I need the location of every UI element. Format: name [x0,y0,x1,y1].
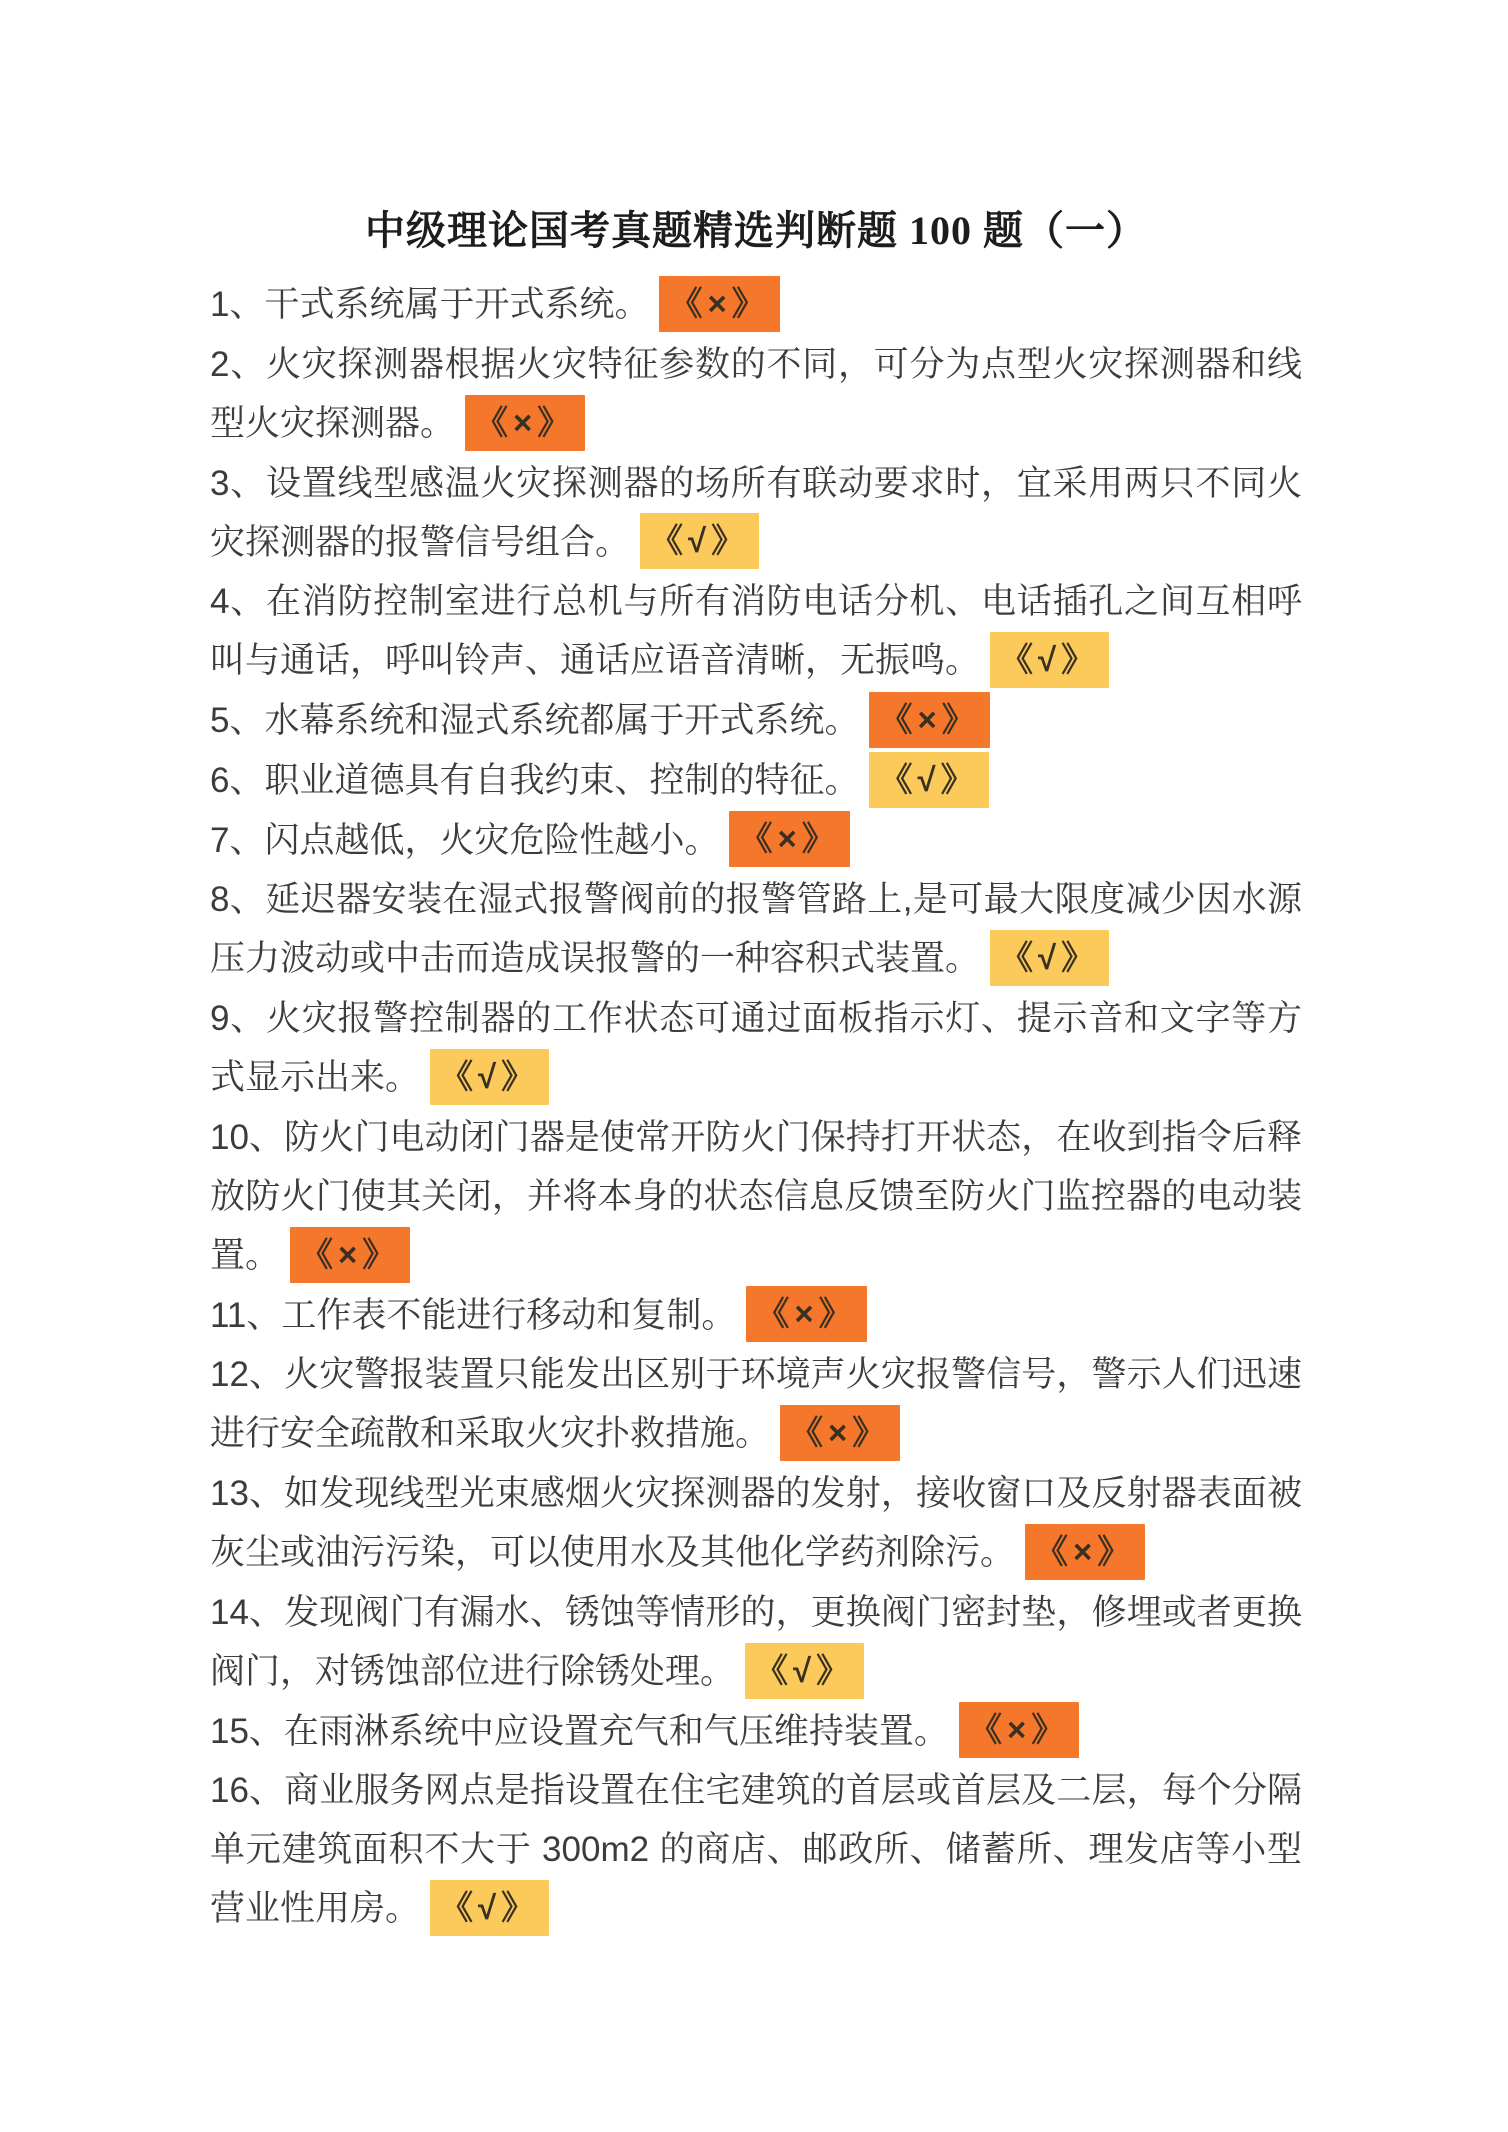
question-item [210,1286,1302,1346]
question-item [210,275,1302,335]
question-text: 15、在雨淋系统中应设置充气和气压维持装置。 [210,1711,949,1751]
question-item [210,691,1302,751]
question-item [210,1108,1302,1286]
question-text: 6、职业道德具有自我约束、控制的特征。 [210,760,860,800]
question-text: 14、发现阀门有漏水、锈蚀等情形的，更换阀门密封垫，修埋或者更换阀门，对锈蚀部位进行除锈处理。 [210,1592,1302,1691]
question-text: 16、商业服务网点是指设置在住宅建筑的首层或首层及二层，每个分隔单元建筑面积不大于 300m2 的商店、邮政所、储蓄所、理发店等小型营业性用房。 [210,1771,1302,1929]
question-text: 9、火灾报警控制器的工作状态可通过面板指示灯、提示音和文字等方式显示出来。 [210,999,1302,1097]
question-text: 12、火灾警报装置只能发出区别于环境声火灾报警信号，警示人们迅速进行安全疏散和采取火灾扑救措施。 [210,1355,1302,1454]
answer-badge: 《×》 [959,1702,1079,1758]
question-item [210,1583,1302,1702]
answer-badge: 《×》 [290,1227,410,1283]
answer-badge: 《√》 [430,1880,549,1936]
answer-badge: 《√》 [745,1643,864,1699]
question-text: 13、如发现线型光束感烟火灾探测器的发射，接收窗口及反射器表面被灰尘或油污污染，可以使用水及其他化学药剂除污。 [210,1474,1302,1572]
question-text: 5、水幕系统和湿式系统都属于开式系统。 [210,701,860,740]
question-item [210,811,1302,871]
question-item [210,870,1302,989]
question-item [210,1761,1302,1939]
page-title: 中级理论国考真题精选判断题 100 题（一） [365,208,1147,253]
answer-badge: 《×》 [780,1405,900,1461]
answer-badge: 《×》 [659,276,779,332]
question-text: 8、延迟器安装在湿式报警阀前的报警管路上,是可最大限度减少因水源压力波动或中击而造成误报警的一种容积式装置。 [210,880,1302,979]
question-item [210,989,1302,1108]
answer-badge: 《√》 [430,1049,549,1105]
answer-badge: 《×》 [1025,1524,1145,1580]
answer-badge: 《×》 [465,395,585,451]
question-item [210,1345,1302,1464]
question-text: 10、防火门电动闭门器是使常开防火门保持打开状态，在收到指令后释放防火门使其关闭，并将本身的状态信息反馈至防火门监控器的电动装置。 [210,1117,1302,1275]
question-item [210,1464,1302,1583]
question-text: 1、干式系统属于开式系统。 [210,285,650,324]
answer-badge: 《√》 [990,930,1109,986]
answer-badge: 《×》 [729,811,849,867]
answer-badge: 《√》 [640,513,759,569]
answer-badge: 《×》 [869,692,989,748]
question-text: 7、闪点越低，火灾危险性越小。 [210,820,720,860]
question-item [210,335,1302,454]
question-text: 11、工作表不能进行移动和复制。 [210,1295,737,1335]
answer-badge: 《×》 [746,1286,866,1342]
question-item [210,1702,1302,1762]
question-text: 4、在消防控制室进行总机与所有消防电话分机、电话插孔之间互相呼叫与通话，呼叫铃声、通话应语音清晰，无振鸣。 [210,582,1302,681]
question-text: 3、设置线型感温火灾探测器的场所有联动要求时，宜采用两只不同火灾探测器的报警信号组合。 [210,463,1302,562]
question-item [210,454,1302,573]
question-list [210,275,1302,1939]
question-text: 2、火灾探测器根据火灾特征参数的不同，可分为点型火灾探测器和线型火灾探测器。 [210,344,1302,443]
question-item [210,572,1302,691]
question-item [210,751,1302,811]
answer-badge: 《√》 [869,752,988,808]
answer-badge: 《√》 [990,632,1109,688]
